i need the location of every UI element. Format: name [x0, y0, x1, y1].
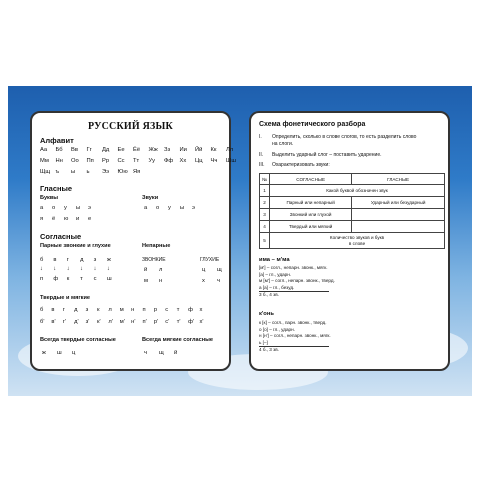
vowels-heading: Гласные	[40, 184, 73, 193]
sounds-label: Звуки	[142, 195, 159, 201]
table-row: 3 Звонкий или глухой	[260, 209, 445, 221]
vowel-sounds-row: а о у ы э	[144, 205, 195, 211]
header-consonants: СОГЛАСНЫЕ	[270, 174, 352, 185]
soft-consonants-row: б' в' г' д' з' к' л' м' н' п' р' с' т' ф' х'	[40, 319, 204, 325]
vowel-letters-row-2: я ё ю и е	[40, 216, 92, 222]
table-row: 4 Твердый или мягкий	[260, 221, 445, 233]
unpaired-voiced-row-2: м н	[144, 278, 163, 284]
table-row: 5 Количество звуков и букв в слове	[260, 233, 445, 249]
pair-arrows-row: ↓ ↓ ↓ ↓ ↓ ↓	[40, 266, 110, 272]
always-soft-row: ч щ й	[144, 350, 178, 356]
always-hard-label: Всегда твердые согласные	[40, 337, 116, 343]
always-hard-row: ж ш ц	[42, 350, 76, 356]
paired-voiced-row: б в г д з ж	[40, 257, 111, 263]
unpaired-voiced-row-1: й л	[144, 267, 163, 273]
step-2: II. Выделить ударный слог – поставить ударение.	[259, 152, 382, 158]
paired-voiceless-row: п ф к т с ш	[40, 276, 112, 282]
alphabet-row-1: Аа Бб Вв Гг Дд Ее Ёё Жж Зз Ии Йй Кк Лл	[40, 147, 234, 153]
table-row: 1 Какой буквой обозначен звук	[260, 185, 445, 197]
paired-label: Парные звонкие и глухие	[40, 243, 111, 249]
vowel-letters-row-1: а о у ы э	[40, 205, 91, 211]
card-title: Схема фонетического разбора	[259, 121, 366, 128]
header-vowels: ГЛАСНЫЕ	[352, 174, 445, 185]
card-title: РУССКИЙ ЯЗЫК	[88, 121, 173, 132]
table-header	[260, 174, 445, 185]
step-3: III. Охарактеризовать звуки:	[259, 162, 330, 168]
example-word-1: има – м'ма	[259, 257, 290, 263]
word-2-analysis: к [к] – согл., парн. звонк., тверд. о [о] – гл., ударн. н [н'] – согл., непарн. звонк., мягк. ь [–] 4 б., 3 зв.	[259, 320, 331, 353]
header-num: №	[260, 174, 270, 185]
hard-soft-heading: Твердые и мягкие	[40, 295, 91, 301]
russian-language-card	[30, 111, 236, 371]
unpaired-label: Непарные	[142, 243, 171, 249]
always-soft-label: Всегда мягкие согласные	[142, 337, 213, 343]
example-word-2: к'онь	[259, 311, 274, 317]
hard-consonants-row: б в г д з к л м н п р с т ф х	[40, 307, 203, 313]
table-row: 2 Парный или непарный Ударный или безударный	[260, 197, 445, 209]
unpaired-voiceless-row-1: ц щ	[202, 267, 222, 273]
step-1: I. Определить, сколько в слове слогов, то есть разделить слово	[259, 134, 417, 140]
step-1-cont: на слоги.	[272, 141, 294, 147]
letters-label: Буквы	[40, 195, 59, 201]
voiceless-label: ГЛУХИЕ	[200, 257, 220, 263]
alphabet-row-2: Мм Нн Оо Пп Рр Сс Тт Уу Фф Хх Цц Чч Шш	[40, 158, 236, 164]
unpaired-voiceless-row-2: х ч	[202, 278, 221, 284]
phonetic-table	[259, 173, 445, 249]
voiced-label: ЗВОНКИЕ	[142, 257, 166, 263]
alphabet-row-3: Щщ ъ ы ь Ээ Юю Яя	[40, 169, 141, 175]
word-1-analysis: [м'] – согл., непарн. звонк., мягк. [а] – гл., ударн. м [м'] – согл., непарн. звонк., тверд. а [а] – гл., безуд. 3 б., 4 зв.	[259, 265, 335, 298]
consonants-heading: Согласные	[40, 232, 82, 241]
phonetic-analysis-card	[249, 111, 450, 371]
alphabet-heading: Алфавит	[40, 136, 74, 145]
